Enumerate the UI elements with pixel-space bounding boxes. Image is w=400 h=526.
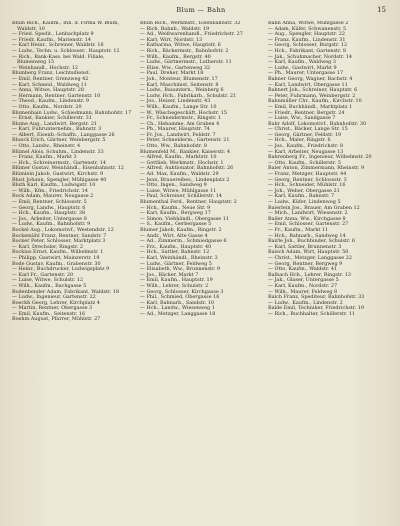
directory-entry: — Hch., Kaufm., Hauptstr. 38 <box>12 210 86 217</box>
directory-entry: — Emil, Kaufm., Hauptstr. 19 <box>140 277 213 284</box>
directory-entry: Bodenbender Adam, Fabrikant, Waldstr. 18 <box>12 288 120 295</box>
directory-column-1 <box>12 21 134 521</box>
directory-entry: — Wilh., Kfm., Friedrichstr. 14 <box>12 187 88 194</box>
directory-entry: — Karl, Kaufm., Nordstr. 27 <box>268 282 338 289</box>
directory-entry: — Jos., Heizer, Lindenstr. 43 <box>140 98 211 105</box>
directory-entry: — Luise, Witwe, Schulstr. 12 <box>12 277 84 284</box>
directory-entry: — Ludw., Kaufm., Bahnhofstr. 9 <box>12 221 91 228</box>
directory-entry: Blümer Gustav, Weinhändl., Eisenbahnstr. 12 <box>12 165 124 172</box>
directory-entry: — Karl, Kaufm., Waldweg 3 <box>268 59 336 66</box>
directory-entry: Bock Adam, Maurer, Neugasse 2 <box>12 193 94 200</box>
directory-entry: Blum Rich., Kaufm., Inh. d. Firma W. Blum, Waldstr. 10 <box>12 21 119 32</box>
directory-entry: — Ph., Maurer, Hauptstr. 74 <box>140 126 210 133</box>
directory-entry: — Gottlieb, Werkmstr., Hochstr. 1 <box>140 159 224 166</box>
directory-entry: — Hch., Landw., Wiesenweg 1 <box>140 305 215 312</box>
directory-entry: — Jak., Schuhmacher, Nordstr. 14 <box>268 53 353 60</box>
directory-entry: — Karl, Fuhrunternehm., Bahnstr. 3 <box>12 126 102 133</box>
directory-entry: — Karl, Kaufm., Bergweg 17 <box>140 210 211 217</box>
directory-entry: — Karl, Landwirt, Obergasse 11 <box>268 81 348 88</box>
directory-columns <box>12 21 390 521</box>
directory-entry: — Hch., Maler, Ringstr. 6 <box>268 137 331 144</box>
directory-entry: — Ph., Maurer, Untergasse 17 <box>268 70 343 77</box>
directory-entry: Baierlein Jos., Brauer, Am Graben 12 <box>268 204 360 211</box>
directory-entry: — Jos., Kaufm., Friedrichstr. 8 <box>268 143 343 150</box>
directory-entry: — Joh., Weber, Obergasse 21 <box>268 187 340 194</box>
directory-entry: Bockius Ernst, Kaufm., Wilhelmstr. 1 <box>12 249 104 256</box>
directory-entry: Balbach Hch., Lehrer, Ringstr. 13 <box>268 271 351 278</box>
directory-entry: — Hch., Schreinermstr., Gartenstr. 14 <box>12 159 107 166</box>
directory-entry: — Karl Fr., Gartenstr. 20 <box>12 271 74 278</box>
directory-entry: — Karl, Drechsler, Ringstr. 2 <box>12 243 83 250</box>
directory-entry: — Franz, Metzger, Hauptstr. 44 <box>268 171 347 178</box>
directory-entry: — Ludw., Bauuntern., Weinberg 6 <box>140 87 224 94</box>
directory-entry: — Ludw., Techn. u. Schlosser., Hauptstr. 12 <box>12 47 120 54</box>
directory-entry: — Karl, Wirt, Nordstr. 13 <box>140 36 203 43</box>
directory-entry: — Christ., Bäcker, Lange Str. 15 <box>268 126 348 133</box>
directory-entry: — Emil, Schlosser, Gartenstr. 27 <box>268 221 349 228</box>
directory-entry: Bailer Anna, Ww., Kirchgasse 8 <box>268 215 346 222</box>
directory-entry: — Hch., Sattler, Bahnstr. 12 <box>140 249 210 256</box>
directory-entry: — Georg, Schlosser, Kirchgasse 3 <box>140 288 224 295</box>
directory-entry: — Luise, Witwe, Mühlgasse 11 <box>140 187 217 194</box>
directory-entry: — Karl, Weinhändl., Rheinstr. 3 <box>140 254 218 261</box>
directory-entry: — Elise, Ww., Gartenweg 32 <box>140 64 211 71</box>
directory-entry: — Ludw. Hch., Fabrikarb., Schulstr. 21 <box>140 92 237 99</box>
directory-entry: — Georg, Schlosser, Burgstr. 12 <box>268 42 348 49</box>
directory-entry: Blümel Alois, Schuhm., Lindenstr. 33 <box>12 148 104 155</box>
directory-entry: — Jak., Glaser, Untergasse 5 <box>268 277 339 284</box>
directory-entry: — Martin, Rentner, Obergasse 3 <box>12 305 93 312</box>
directory-entry: — Rich., Buchhalter, Schillerstr. 11 <box>268 310 356 317</box>
directory-entry: — Karl, Bahnarb., Sandstr. 10 <box>140 299 215 306</box>
directory-entry: — Paul, Schreiner, Schillerstr. 14 <box>140 193 223 200</box>
directory-entry: — Simon, Viehhändl., Obergasse 11 <box>140 215 229 222</box>
directory-entry: Bahnmüller Chr., Kaufm., Kirchstr. 10 <box>268 98 362 105</box>
directory-entry: Blum Rich., Werkmstr., Eisenbahnstr. 32 <box>140 21 241 26</box>
directory-entry: — Katharina, Witwe, Hauptstr. 6 <box>140 42 221 49</box>
directory-entry: Bairle Joh., Buchbinder, Schulstr. 6 <box>268 238 356 245</box>
directory-entry: — Otto, Landw., Rheinstr. 4 <box>12 143 81 150</box>
directory-entry: — Rich., Bäckermstr., Bahnhofstr. 2 <box>140 47 229 54</box>
directory-entry: — Wilh., Lehrer, Schulstr. 2 <box>140 282 209 289</box>
directory-entry: Balde Emil, Techniker, Friedrichstr. 19 <box>268 305 364 312</box>
directory-entry: — Peter, Schneiderm., Gartenstr. 21 <box>140 137 230 144</box>
directory-entry: — Phil., Schmied, Obergasse 16 <box>140 294 220 301</box>
directory-entry: — Mich., Landwirt, Wiesenstr. 2 <box>268 210 348 217</box>
directory-entry: — Emil, Rentner, Grenzweg 42 <box>12 75 89 82</box>
running-head: Blum — Bahn <box>176 6 226 14</box>
directory-entry: — Ludw., Gastwirt, Markt 9 <box>268 64 337 71</box>
directory-entry: Blumenhain Ludw., Schiedmann, Bahnhofstr. 17 <box>12 109 132 116</box>
directory-entry: Blume Aug., Landwirt, Bergstr. 21 <box>12 120 98 127</box>
directory-entry: — Karl, Arbeiter, Neugasse 13 <box>268 148 344 155</box>
directory-entry: — Georg, Gärtner, Feldstr. 19 <box>268 131 342 138</box>
directory-entry: Blumenthal Ferd., Rentner, Hauptstr. 2 <box>140 199 237 205</box>
directory-entry: — Fr., Kaufm., Markt 11 <box>268 226 329 233</box>
directory-entry: Bocker Peter, Schlosser, Marktplatz 3 <box>12 238 106 245</box>
directory-entry: — Franz, Kaufm., Markt 3 <box>12 154 77 161</box>
directory-entry: — Adam, Küfer, Schwanenstr. 5 <box>268 25 347 32</box>
directory-entry: — Otto, Kaufm., Waldstr. 41 <box>268 266 338 273</box>
directory-entry: — Jos., Bäcker, Markt 7 <box>140 271 199 278</box>
directory-entry: — Albert, Eisenb.-Schaffn., Langgasse 26 <box>12 131 115 138</box>
directory-entry: — Hch., Kaufm., Neue Str. 9 <box>140 204 211 211</box>
directory-entry: — Friedr. Kaufm., Marienstr. 14 <box>12 36 91 43</box>
page-number: 15 <box>377 6 386 14</box>
directory-entry: Bahner Georg, Wagner, Bachstr. 4 <box>268 75 353 82</box>
directory-entry: — Karl, Kaufm., Bahnstr. 7 <box>268 193 335 200</box>
directory-entry: — Karl, Schneid., Waldweg 11 <box>12 81 87 88</box>
directory-entry: — Otto, Ww., Bahnhofstr. 8 <box>140 143 207 150</box>
directory-entry: — Wilh., Kaufm., Bachgasse 5 <box>12 282 87 289</box>
directory-entry: — Ernst, Bankier, Schillerstr. 31 <box>12 115 92 122</box>
directory-entry: — Ludw., Gärtnermstr., Lutherstr. 11 <box>140 59 232 66</box>
directory-entry: Boehm August, Pfarrer, Mühlstr. 27 <box>12 316 101 323</box>
directory-entry: — Otto, Kaufm., Nordstr. 20 <box>12 103 82 110</box>
directory-entry: — Ch., Hebamme, Am Graben 4 <box>140 120 220 127</box>
directory-entry: — Wilh., Maurer, Feldweg 8 <box>268 288 338 295</box>
directory-entry: — Hch., Fabrikant, Gartenstr. 8 <box>268 47 347 54</box>
directory-entry: Bode Gustav, Kaufm., Grabenstr. 30 <box>12 260 101 267</box>
directory-entry: — Karl, Sattler, Brunnenstr. 3 <box>268 243 342 250</box>
directory-entry: — W., Wäschegeschäft, Hochstr. 15 <box>140 109 228 116</box>
directory-entry: Blunck Erich, Gärtner, Weinbergstr. 5 <box>12 137 106 144</box>
directory-entry: — Emil, Rentner, Schlossstr. 5 <box>12 199 87 205</box>
directory-entry: — Weinhandl., Hochstr. 12 <box>12 64 78 71</box>
directory-entry: Bluth Karl, Kaufm., Ludwigstr. 10 <box>12 182 96 189</box>
directory-entry: — Wilh., Kaufm., Lange Str. 10 <box>140 103 217 110</box>
directory-entry: — Karl, Maschinist, Seitenstr. 8 <box>140 81 219 88</box>
directory-entry: — Fried. Spedit., Lenbachplatz 9 <box>12 31 94 38</box>
directory-entry: — Georg, Landw., Hauptstr. 6 <box>12 204 86 211</box>
page-header <box>12 6 390 18</box>
directory-entry: — Elisabeth, Ww., Brunnenstr. 9 <box>140 266 221 273</box>
directory-entry: — Luise, Ww., Sandgasse 7 <box>268 115 336 122</box>
directory-entry: — Christ., Metzger, Langgasse 22 <box>268 254 352 261</box>
directory-entry: — Hch., Schneider, Mühlstr. 16 <box>268 182 346 189</box>
directory-entry: Boeckh Georg, Lehrer, Kirchplatz 4 <box>12 299 100 306</box>
directory-entry: — Otto, Ingen., Sandweg 9 <box>140 182 207 189</box>
directory-entry: — Ludw., Kaufm., Lindenstr. 2 <box>268 299 343 306</box>
directory-entry: — Ad., Weißwarenhandl., Friedrichstr. 27 <box>140 31 243 38</box>
directory-entry: — Ludw., Ingenieur, Gartenstr. 22 <box>12 294 96 301</box>
directory-entry: Blust Johann, Spengler, Mühlgasse 40 <box>12 176 107 183</box>
directory-entry: Blümlein Jakob, Gastwirt, Kirchstr. 9 <box>12 171 104 178</box>
directory-entry: — Fr., Schneidermstr., Ringstr. 1 <box>140 115 222 122</box>
directory-entry: — Georg, Rentner, Schlossstr. 3 <box>268 176 347 183</box>
directory-entry: Bockemühl Franz, Rentner, Sandstr. 7 <box>12 232 107 239</box>
directory-entry: — Anna, Witwe, Hauptstr. 28 <box>12 87 84 94</box>
directory-entry: — Frz., Kaufm., Hauptstr. 40 <box>140 243 212 250</box>
directory-entry: — Andr., Wirt, Alte Gasse 4 <box>140 232 208 239</box>
directory-entry: Baisch Adam, Wirt, Hauptstr. 50 <box>268 249 349 256</box>
directory-entry: Bahnert Joh., Schreiner, Hauptstr. 6 <box>268 87 358 94</box>
directory-entry: Blumenfeld M., Bankier, Kaiserstr. 4 <box>140 148 230 155</box>
directory-entry: — Friedr., Rentner, Bergstr. 24 <box>268 109 345 116</box>
directory-entry: Baier Anton, Zimmermann, Rheinstr. 9 <box>268 165 365 172</box>
directory-column-3 <box>268 21 390 521</box>
directory-entry: — Ludw., Küfer, Lindenweg 5 <box>268 199 341 205</box>
directory-entry: — Joh., Monteur, Blumenstr. 17 <box>140 75 218 82</box>
directory-entry: — Theod., Kaufm., Lindenstr. 9 <box>12 98 89 105</box>
directory-entry: Balch Franz, Spediteur, Bahnhofstr. 33 <box>268 294 365 301</box>
directory-entry: — Ad. Max, Kaufm., Waldstr. 29 <box>140 171 219 178</box>
directory-column-2 <box>140 21 262 521</box>
directory-entry: — S., Kaufm., Gerbergasse 5 <box>140 221 212 228</box>
directory-entry: — Emil, Buchhändl., Marktplatz 1 <box>268 103 353 110</box>
directory-entry: — Georg, Rentner, Bergweg 9 <box>268 260 343 267</box>
directory-entry: — Jos., Arbeiter, Untergasse 8 <box>12 215 87 222</box>
directory-entry: — Hermann, Rentner, Gartenstr. 10 <box>12 92 101 99</box>
directory-entry: — Otto, Kaufm., Schillerstr. 5 <box>268 159 341 166</box>
directory-entry: — Wilh., Kaufm., Bergstr. 40 <box>140 53 211 60</box>
directory-entry: — Rich., Bank-Kass. bei Wald. Filiale, Blumenweg 15 <box>12 53 105 66</box>
directory-entry: — Aug., Spengler, Hauptstr. 22 <box>268 31 345 38</box>
directory-entry: — Rich. Bahnb., Waldstr. 19 <box>140 25 210 32</box>
directory-entry: — Hch., Bahnarb., Sandweg 14 <box>268 232 346 239</box>
directory-entry: — Fr. Jos., Landwirt, Feldstr. 7 <box>140 131 216 138</box>
directory-entry: Bahrenberg Fr., Ingenieur, Wilhelmstr. 20 <box>268 154 372 161</box>
directory-entry: — Ludw., Gärtner, Feldweg 5 <box>140 260 212 267</box>
directory-entry: — Alfred, Auktionator, Bahnhofstr. 26 <box>140 165 234 172</box>
directory-entry: — Paul, Dreher, Markt 18 <box>140 70 204 77</box>
directory-entry: — Jean, Brauereibes., Lindenplatz 2 <box>140 176 230 183</box>
directory-entry: — Peter, Fuhrmann, Weinbergstr. 2 <box>268 92 356 99</box>
directory-entry: — Heinr., Buchdrucker, Ludwigsplatz 9 <box>12 266 110 273</box>
directory-entry: Bockel Aug., Lokomotivf., Westendstr. 12 <box>12 226 114 233</box>
directory-entry: — Karl Heinr., Schreiner, Waldstr. 16 <box>12 42 104 49</box>
directory-entry: Bahn Anna, Witwe, Mühlgasse 2 <box>268 21 349 26</box>
directory-entry: — Alfred, Kaufm., Marktstr. 10 <box>140 154 217 161</box>
directory-entry: — Emil, Kaufm., Seitenstr. 16 <box>12 310 86 317</box>
directory-entry: — Ad., Zimmerm., Schmiedgasse 6 <box>140 238 227 245</box>
directory-entry: — Ad., Metzger, Langgasse 18 <box>140 310 216 317</box>
directory-entry: — Franz, Kaufm., Lindenstr. 31 <box>268 36 346 43</box>
directory-entry: Bahr Adolf, Lokomotivf., Bahnhofstr. 30 <box>268 120 367 127</box>
directory-entry: Blumberg Franz, Leichtsdienst. <box>12 70 91 77</box>
directory-entry: Blumer Jakob, Kaufm., Ringstr. 2 <box>140 226 222 233</box>
directory-entry: — Philipp, Gastwirt, Mainzerstr. 19 <box>12 254 100 261</box>
